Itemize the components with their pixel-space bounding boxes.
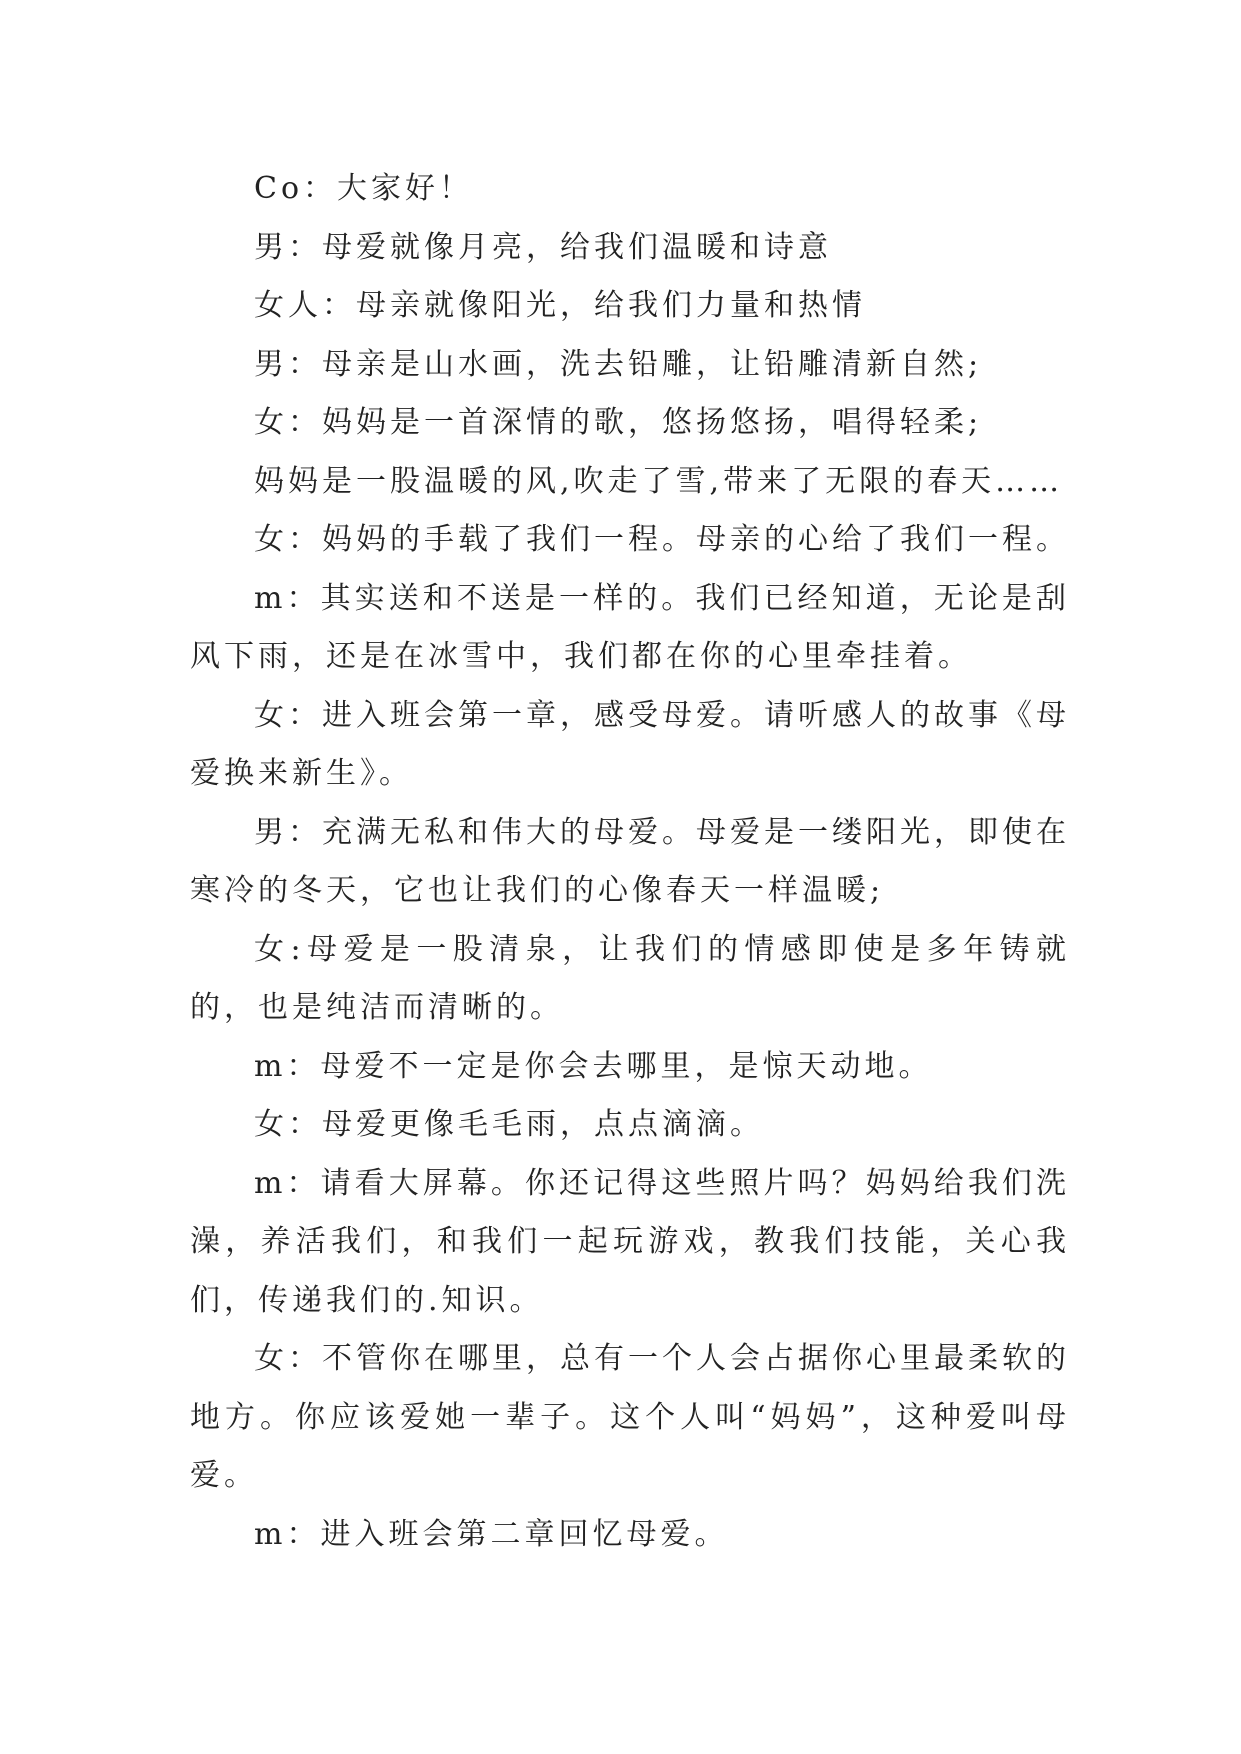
- paragraph-8: m：其实送和不送是一样的。我们已经知道，无论是刮风下雨，还是在冰雪中，我们都在你的心里牵挂着。: [190, 580, 1070, 674]
- paragraph-13: 女：母爱更像毛毛雨，点点滴滴。: [254, 1107, 764, 1142]
- paragraph-9: 女：进入班会第一章，感受母爱。请听感人的故事《母爱换来新生》。: [190, 697, 1070, 791]
- paragraph-16: m：进入班会第二章回忆母爱。: [254, 1516, 729, 1552]
- paragraph-15: 女：不管你在哪里，总有一个人会占据你心里最柔软的地方。你应该爱她一辈子。这个人叫“妈妈”，这种爱叫母爱。: [190, 1341, 1070, 1493]
- paragraph-10: 男：充满无私和伟大的母爱。母爱是一缕阳光，即使在寒冷的冬天，它也让我们的心像春天一样温暖;: [190, 814, 1070, 908]
- paragraph-12: m：母爱不一定是你会去哪里，是惊天动地。: [254, 1048, 933, 1084]
- paragraph-14: m：请看大屏幕。你还记得这些照片吗？妈妈给我们洗澡，养活我们，和我们一起玩游戏，教我们技能，关心我们，传递我们的.知识。: [190, 1165, 1070, 1318]
- paragraph-1: Co：大家好！: [254, 171, 474, 206]
- paragraph-11: 女:母爱是一股清泉，让我们的情感即使是多年铸就的，也是纯洁而清晰的。: [190, 931, 1070, 1025]
- paragraph-4: 男：母亲是山水画，洗去铅雕，让铅雕清新自然;: [254, 346, 983, 382]
- paragraph-7: 女：妈妈的手载了我们一程。母亲的心给了我们一程。: [254, 522, 1070, 557]
- paragraph-6: 妈妈是一股温暖的风,吹走了雪,带来了无限的春天……: [254, 463, 1064, 499]
- paragraph-5: 女：妈妈是一首深情的歌，悠扬悠扬，唱得轻柔;: [254, 405, 983, 440]
- paragraph-2: 男：母爱就像月亮，给我们温暖和诗意: [254, 229, 832, 265]
- document-body: [190, 160, 1070, 1564]
- paragraph-3: 女人：母亲就像阳光，给我们力量和热情: [254, 288, 866, 323]
